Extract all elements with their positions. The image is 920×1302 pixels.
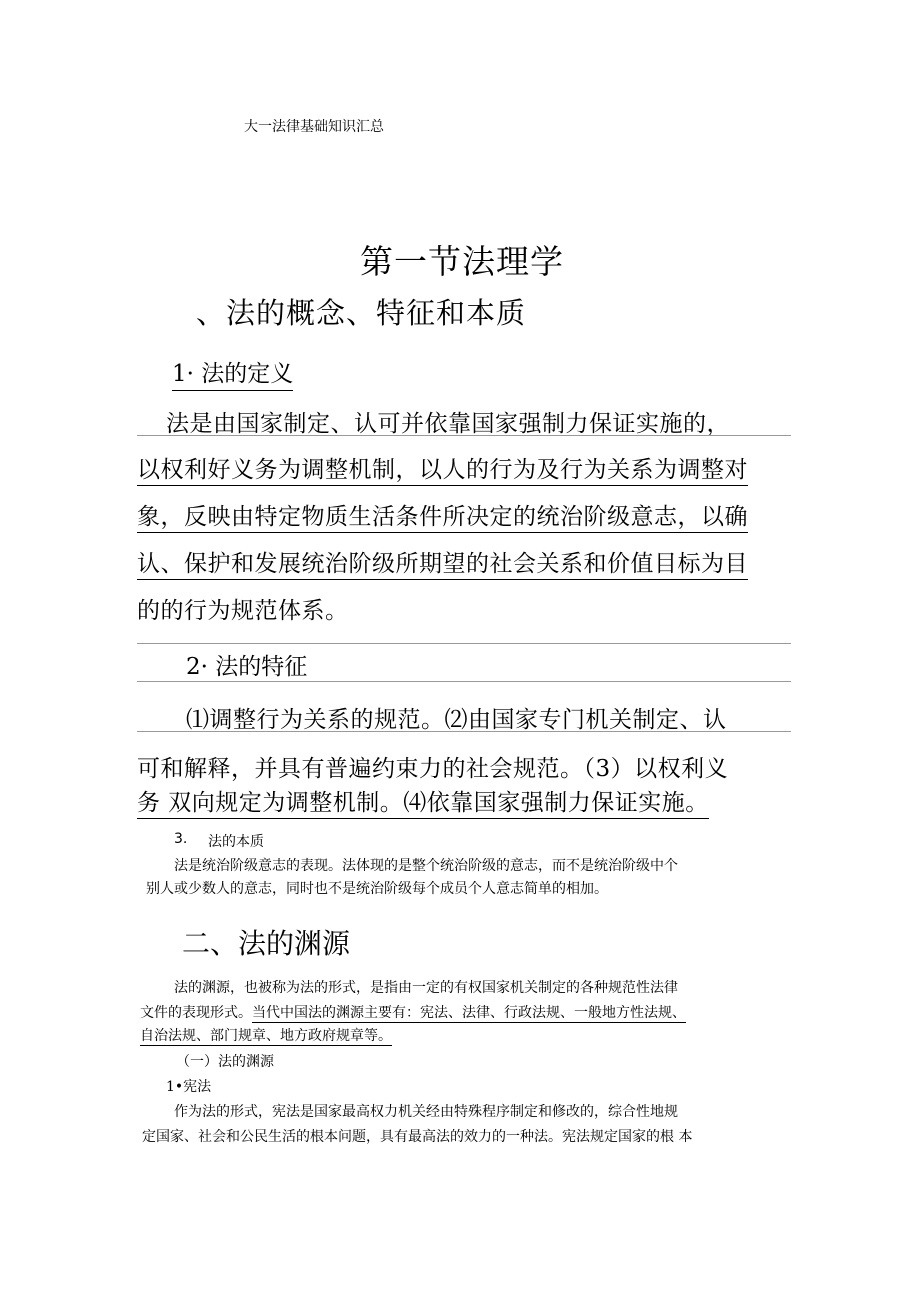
definition-line-4: 认、保护和发展统治阶级所期望的社会关系和价值目标为目: [137, 551, 748, 580]
essence-line-1: 法是统治阶级意志的表现。法体现的是整个统治阶级的意志，而不是统治阶级中个: [174, 858, 678, 874]
features-line-2: 可和解释，并具有普遍约束力的社会规范。（3）以权利义: [137, 756, 729, 782]
sources-intro-line-2-underlined: 当代中国法的渊源主要有：宪法、法律、行政法规、一般地方性法规、: [252, 1005, 686, 1021]
subsection-heading: （一）法的渊源: [176, 1054, 274, 1070]
constitution-line-1: 作为法的形式，宪法是国家最高权力机关经由特殊程序制定和修改的，综合性地规: [174, 1104, 678, 1120]
definition-line-5: 的的行为规范体系。: [137, 598, 349, 624]
sources-intro-line-2-plain: 文件的表现形式。: [140, 1005, 252, 1021]
definition-line-1: 法是由国家制定、认可并依靠国家强制力保证实施的，: [166, 411, 730, 437]
sources-intro-line-3-underlined: 自治法规、部门规章、地方政府规章等。: [140, 1028, 392, 1044]
features-line-3: 务 双向规定为调整机制。⑷依靠国家强制力保证实施。: [137, 790, 709, 819]
rule-line: [137, 731, 791, 732]
features-heading: 2· 法的特征: [186, 654, 308, 680]
rule-line: [137, 681, 791, 682]
essence-line-2: 别人或少数人的意志，同时也不是统治阶级每个成员个人意志简单的相加。: [146, 881, 608, 897]
rule-line: [137, 643, 791, 644]
sources-heading: 二、法的渊源: [182, 927, 351, 960]
constitution-line-2: 定国家、社会和公民生活的根本问题，具有最高法的效力的一种法。宪法规定国家的根 本: [142, 1129, 693, 1145]
definition-heading: 1· 法的定义: [172, 355, 293, 391]
features-line-1: ⑴调整行为关系的规范。⑵由国家专门机关制定、认: [186, 707, 727, 733]
definition-line-3: 象，反映由特定物质生活条件所决定的统治阶级意志，以确: [137, 504, 748, 533]
section-heading: 第一节法理学: [360, 242, 564, 281]
essence-heading: 法的本质: [208, 834, 264, 850]
sources-intro-line-1: 法的渊源，也被称为法的形式，是指由一定的有权国家机关制定的各种规范性法律: [174, 980, 678, 996]
document-title: 大一法律基础知识汇总: [244, 119, 384, 135]
concept-subheading: 、法的概念、特征和本质: [196, 296, 527, 330]
definition-line-2: 以权利好义务为调整机制，以人的行为及行为关系为调整对: [137, 457, 748, 486]
essence-number: 3.: [174, 831, 188, 847]
rule-line: [137, 435, 791, 436]
constitution-heading: 1•宪法: [166, 1079, 212, 1095]
